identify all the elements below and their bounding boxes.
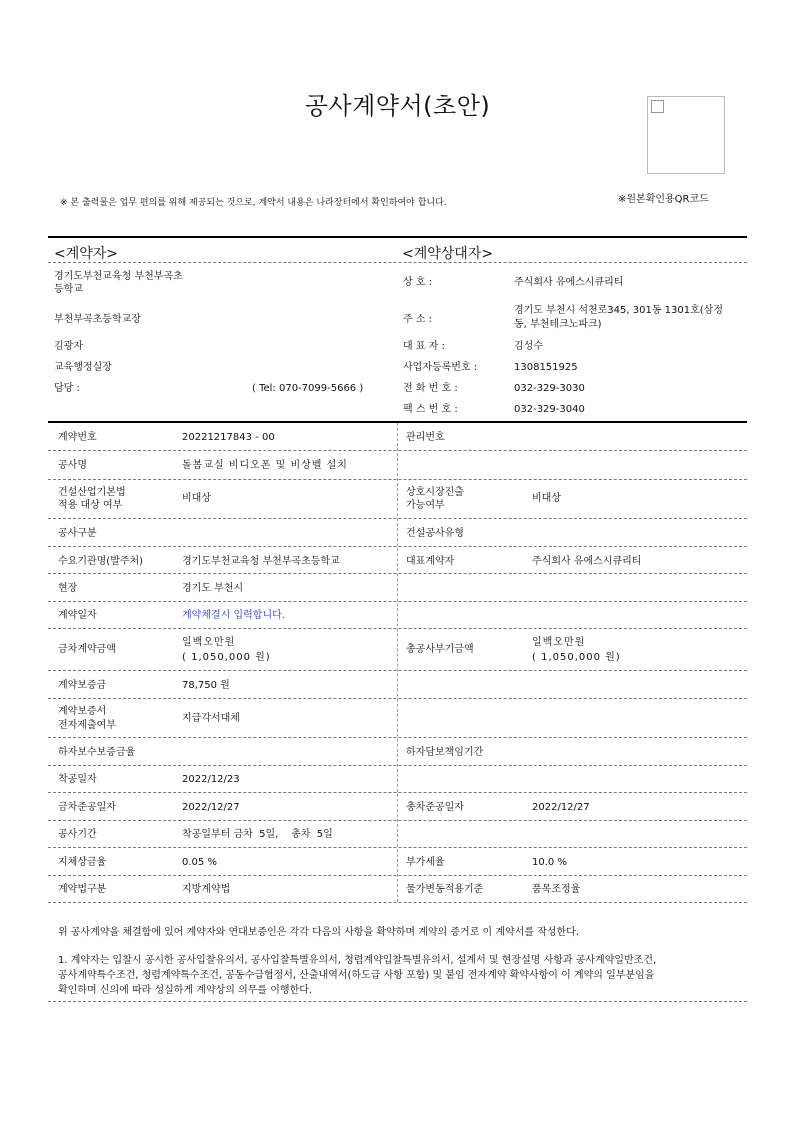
amount-words: 일백오만원 <box>182 637 236 648</box>
company-value: 주식회사 유에스시큐리티 <box>514 277 624 288</box>
phone-label: 전 화 번 호 : <box>403 383 458 394</box>
deposit-label: 계약보증금 <box>58 680 107 691</box>
contractor-head: 부천부곡초등학교장 <box>54 314 141 325</box>
start-value: 2022/12/23 <box>182 774 240 785</box>
divider <box>48 765 747 766</box>
law-value: 지방계약법 <box>182 884 231 895</box>
defect-deposit-label: 하자보수보증금율 <box>58 747 136 758</box>
ceo-label: 대 표 자 : <box>403 341 445 352</box>
contractor-org-line2: 등학교 <box>54 284 83 295</box>
divider <box>48 546 747 547</box>
amount-label: 금차계약금액 <box>58 644 116 655</box>
price-adj-value: 품목조정율 <box>532 884 581 895</box>
notice-text: ※ 본 출력물은 업무 편의를 위해 제공되는 것으로, 계약서 내용은 나라장터에서 확인하여야 합니다. <box>60 198 447 208</box>
work-type-label: 공사구분 <box>58 528 97 539</box>
industry-law-value: 비대상 <box>182 493 211 504</box>
divider <box>48 518 747 519</box>
document-title: 공사계약서(초안) <box>304 92 491 120</box>
contractor-tel: ( Tel: 070-7099-5666 ) <box>252 383 364 394</box>
vat-label: 부가세율 <box>406 857 445 868</box>
divider <box>48 737 747 738</box>
contact-label: 담당 : <box>54 383 80 394</box>
penalty-label: 지체상금율 <box>58 857 107 868</box>
period-value: 착공일부터 금차 5일, 총차 5일 <box>182 829 333 840</box>
client-value: 경기도부천교육청 부천부곡초등학교 <box>182 556 340 567</box>
divider <box>48 670 747 671</box>
divider <box>48 902 747 903</box>
date-label: 계약일자 <box>58 610 97 621</box>
divider <box>48 573 747 574</box>
project-label: 공사명 <box>58 460 87 471</box>
divider <box>48 479 747 480</box>
contract-no-value: 20221217843 - 00 <box>182 432 275 443</box>
const-type-label: 건설공사유형 <box>406 528 464 539</box>
vat-value: 10.0 % <box>532 857 567 868</box>
bizno-label: 사업자등록번호 : <box>403 362 478 373</box>
broken-image-icon <box>651 100 664 113</box>
terms-item1-line2: 공사계약특수조건, 청렴계약특수조건, 공동수급협정서, 산출내역서(하도급 사항 포함) 및 붙임 전자계약 확약사항이 이 계약의 일부분임을 <box>58 970 655 981</box>
mutual-market-value: 비대상 <box>532 493 561 504</box>
total-amount-label: 총공사부기금액 <box>406 644 474 655</box>
date-value: 계약체결시 입력합니다. <box>182 610 285 621</box>
terms-item1-line1: 1. 계약자는 입찰시 공시한 공사입찰유의서, 공사입찰특별유의서, 청렴계약입찰특별유의서, 설계서 및 현장설명 사항과 공사계약일반조건, <box>58 955 657 966</box>
qr-label: ※원본확인용QR코드 <box>618 194 709 205</box>
divider <box>48 628 747 629</box>
rep-contractor-value: 주식회사 유에스시큐리티 <box>532 556 642 567</box>
address-label: 주 소 : <box>403 314 433 325</box>
rep-contractor-label: 대표계약자 <box>406 556 455 567</box>
divider <box>48 601 747 602</box>
contractor-heading: <계약자> <box>54 246 119 262</box>
client-label: 수요기관명(발주처) <box>58 556 144 567</box>
project-value: 돌봄교실 비디오폰 및 비상벨 설치 <box>182 460 348 471</box>
top-rule <box>48 236 747 238</box>
completion-value: 2022/12/27 <box>182 802 240 813</box>
industry-law-label: 건설산업기본법 <box>58 487 126 498</box>
phone-value: 032-329-3030 <box>514 383 585 394</box>
qr-code-placeholder <box>647 96 725 174</box>
contract-no-label: 계약번호 <box>58 432 97 443</box>
column-divider <box>397 423 398 902</box>
address-line1: 경기도 부천시 석천로345, 301동 1301호(삼정 <box>514 305 723 316</box>
ceo-value: 김성수 <box>514 341 543 352</box>
terms-item1-line3: 확인하며 신의에 따라 성실하게 계약상의 의무를 이행한다. <box>58 985 313 996</box>
divider <box>48 698 747 699</box>
bond-label: 계약보증서 <box>58 706 107 717</box>
mgmt-no-label: 관리번호 <box>406 432 445 443</box>
start-label: 착공일자 <box>58 774 97 785</box>
site-label: 현장 <box>58 583 78 594</box>
divider <box>48 792 747 793</box>
law-label: 계약법구분 <box>58 884 107 895</box>
terms-intro: 위 공사계약을 체결함에 있어 계약자와 연대보증인은 각각 다음의 사항을 확약하며 계약의 증거로 이 계약서를 작성한다. <box>58 927 580 938</box>
completion-label: 금차준공일자 <box>58 802 116 813</box>
divider <box>48 262 747 263</box>
divider <box>48 450 747 451</box>
penalty-value: 0.05 % <box>182 857 217 868</box>
total-amount-words: 일백오만원 <box>532 637 586 648</box>
divider <box>48 847 747 848</box>
total-amount-value: ( 1,050,000 원) <box>532 652 621 663</box>
site-value: 경기도 부천시 <box>182 583 244 594</box>
fax-value: 032-329-3040 <box>514 404 585 415</box>
contractor-dept: 교육행정실장 <box>54 362 112 373</box>
company-label: 상 호 : <box>403 277 433 288</box>
amount-value: ( 1,050,000 원) <box>182 652 271 663</box>
contractor-org: 경기도부천교육청 부천부곡초 <box>54 271 183 282</box>
mutual-market-label: 상호시장진출 <box>406 487 464 498</box>
bond-label-line2: 전자제출여부 <box>58 720 116 731</box>
divider <box>48 820 747 821</box>
counterparty-heading: <계약상대자> <box>402 246 494 262</box>
period-label: 공사기간 <box>58 829 97 840</box>
total-completion-label: 총차준공일자 <box>406 802 464 813</box>
price-adj-label: 물가변동적용기준 <box>406 884 484 895</box>
divider <box>48 1001 747 1002</box>
contractor-name: 김광자 <box>54 341 83 352</box>
deposit-value: 78,750 원 <box>182 680 230 691</box>
bond-value: 지급각서대체 <box>182 713 240 724</box>
address-line2: 동, 부천테크노파크) <box>514 319 602 330</box>
bizno-value: 1308151925 <box>514 362 578 373</box>
total-completion-value: 2022/12/27 <box>532 802 590 813</box>
divider <box>48 875 747 876</box>
defect-period-label: 하자담보책임기간 <box>406 747 484 758</box>
industry-law-label-line2: 적용 대상 여부 <box>58 500 123 511</box>
mutual-market-label-line2: 가능여부 <box>406 500 445 511</box>
fax-label: 팩 스 번 호 : <box>403 404 458 415</box>
